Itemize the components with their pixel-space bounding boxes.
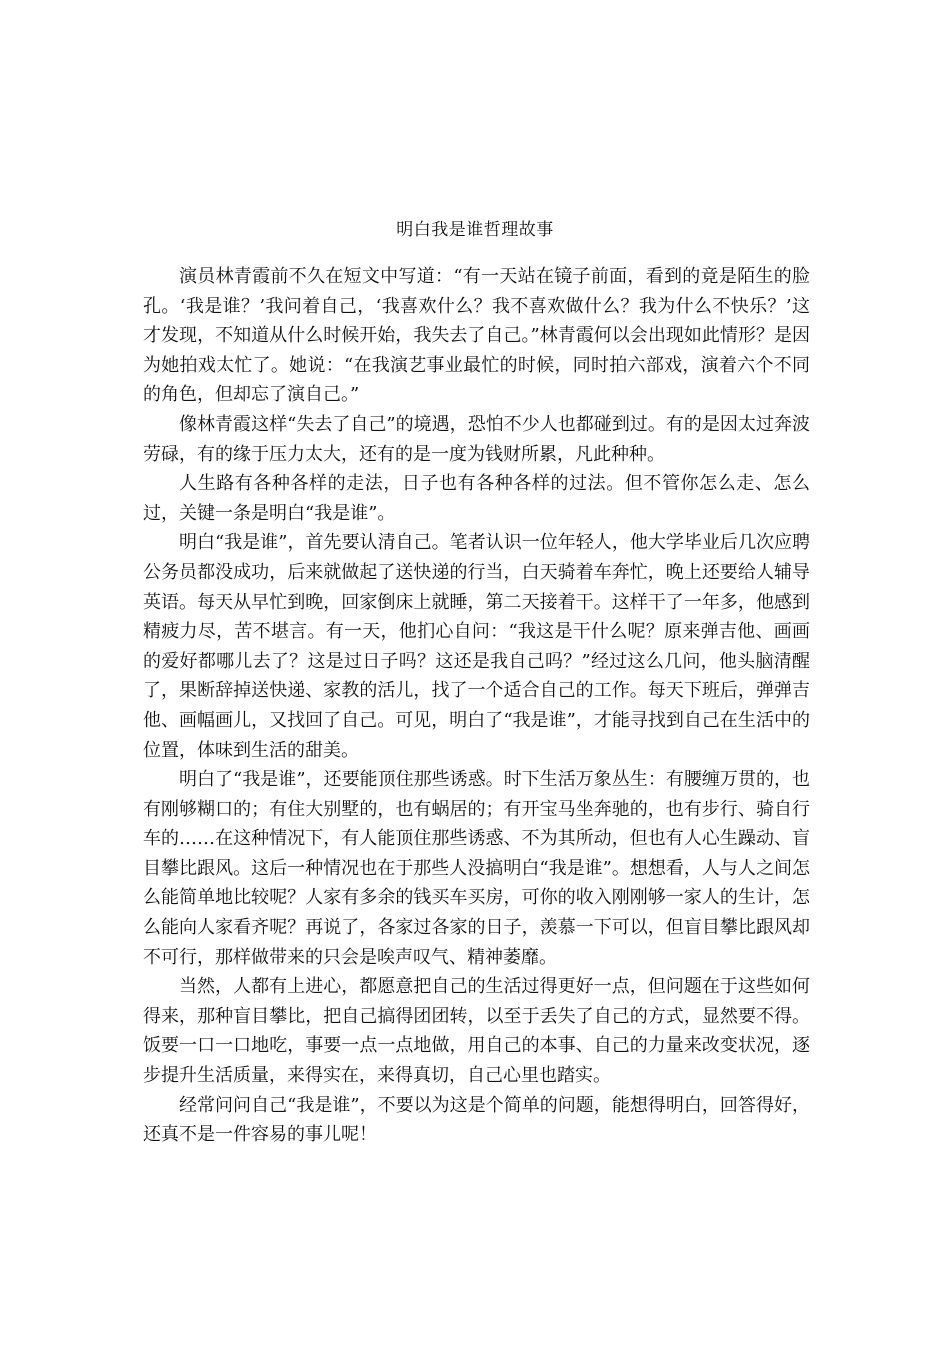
paragraph-2: 像林青霞这样“失去了自己”的境遇，恐怕不少人也都碰到过。有的是因太过奔波劳碌，有的缘于压力太大，还有的是一度为钱财所累，凡此种种。 <box>143 413 810 465</box>
paragraph-1: 演员林青霞前不久在短文中写道：“有一天站在镜子前面，看到的竟是陌生的脸孔。‘我是谁？’我问着自己，‘我喜欢什么？我不喜欢做什么？我为什么不快乐？’这才发现，不知道从什么时候开始，我失去了自己。”林青霞何以会出现如此情形？是因为她拍戏太忙了。她说：“在我演艺事业最忙的时候，同时拍六部戏，演着六个不同的角色，但却忘了演自己。” <box>143 266 810 406</box>
paragraph-5: 明白了“我是谁”，还要能顶住那些诱惑。时下生活万象丛生：有腰缠万贯的，也有刚够糊口的；有住大别墅的，也有蜗居的；有开宝马坐奔驰的，也有步行、骑自行车的……在这种情况下，有人能顶住那些诱惑、不为其所动，但也有人心生躁动、盲目攀比跟风。这后一种情况也在于那些人没搞明白“我是谁”。想想看，人与人之间怎么能简单地比较呢？人家有多余的钱买车买房，可你的收入刚刚够一家人的生计，怎么能向人家看齐呢？再说了，各家过各家的日子，羡慕一下可以，但盲目攀比跟风却不可行，那样做带来的只会是唉声叹气、精神萎靡。 <box>143 769 810 968</box>
paragraph-7: 经常问问自己“我是谁”，不要以为这是个简单的问题，能想得明白，回答得好，还真不是一件容易的事儿呢！ <box>143 1094 810 1146</box>
document-title: 明白我是谁哲理故事 <box>396 220 554 240</box>
paragraph-4: 明白“我是谁”，首先要认清自己。笔者认识一位年轻人，他大学毕业后几次应聘公务员都没成功，后来就做起了送快递的行当，白天骑着车奔忙，晚上还要给人辅导英语。每天从早忙到晚，回家倒床上就睡，第二天接着干。这样干了一年多，他感到精疲力尽，苦不堪言。有一天，他扪心自问：“我这是干什么呢？原来弹吉他、画画的爱好都哪儿去了？这是过日子吗？这还是我自己吗？”经过这么几问，他头脑清醒了，果断辞掉送快递、家教的活儿，找了一个适合自己的工作。每天下班后，弹弹吉他、画幅画儿，又找回了自己。可见，明白了“我是谁”，才能寻找到自己在生活中的位置，体味到生活的甜美。 <box>143 532 810 761</box>
document-body <box>143 262 810 1150</box>
paragraph-3: 人生路有各种各样的走法，日子也有各种各样的过法。但不管你怎么走、怎么过，关键一条是明白“我是谁”。 <box>143 473 810 524</box>
paragraph-6: 当然，人都有上进心，都愿意把自己的生活过得更好一点，但问题在于这些如何得来，那种盲目攀比，把自己搞得团团转，以至于丢失了自己的方式，显然要不得。饭要一口一口地吃，事要一点一点地做，用自己的本事、自己的力量来改变状况，逐步提升生活质量，来得实在，来得真切，自己心里也踏实。 <box>143 976 810 1087</box>
